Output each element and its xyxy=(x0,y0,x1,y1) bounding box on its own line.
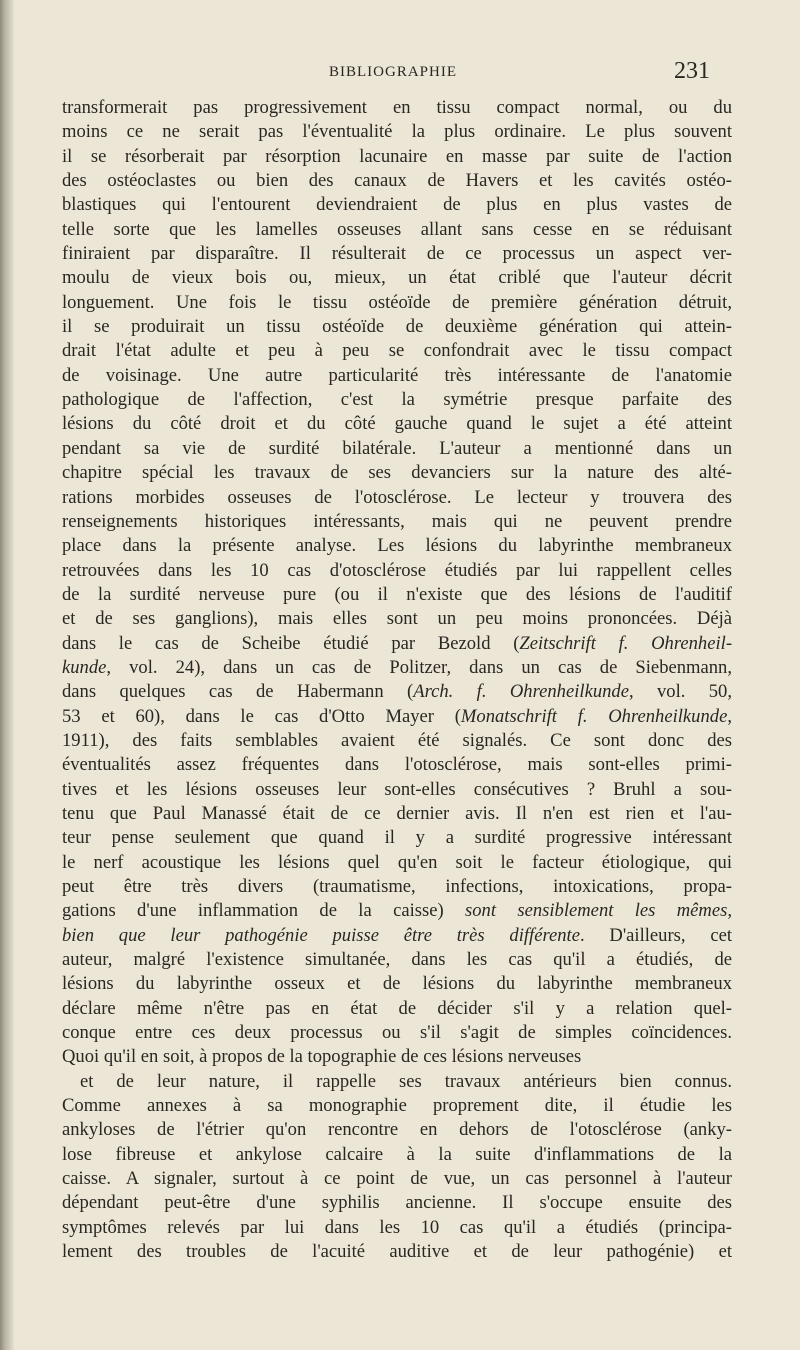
text-line xyxy=(62,412,732,436)
text-segment: , vol. 50, xyxy=(628,681,732,703)
text-segment: et de leur nature, il rappelle ses travaux antérieurs bien connus. xyxy=(80,1070,732,1092)
text-segment: Quoi qu'il en soit, à propos de la topographie de ces lésions nerveuses xyxy=(62,1046,582,1068)
text-segment: rations morbides osseuses de l'otosclérose. Le lecteur y trouvera des xyxy=(62,486,732,508)
text-line xyxy=(62,96,732,120)
text-line xyxy=(62,851,732,875)
text-line xyxy=(62,1118,732,1142)
text-segment: pendant sa vie de surdité bilatérale. L'auteur a mentionné dans un xyxy=(62,437,732,459)
text-segment: il se produirait un tissu ostéoïde de deuxième génération qui attein- xyxy=(62,316,732,338)
text-line xyxy=(62,1021,732,1045)
text-segment: des ostéoclastes ou bien des canaux de Havers et les cavités ostéo- xyxy=(62,170,732,192)
text-segment: dans le cas de Scheibe étudié par Bezold ( xyxy=(62,632,520,654)
text-segment: ankyloses de l'étrier qu'on rencontre en dehors de l'otosclérose (anky- xyxy=(62,1119,732,1141)
text-segment: 1911), des faits semblables avaient été signalés. Ce sont donc des xyxy=(62,729,732,751)
text-line xyxy=(62,656,732,680)
text-line xyxy=(62,607,732,631)
text-segment: auteur, malgré l'existence simultanée, dans les cas qu'il a étudiés, de xyxy=(62,949,732,971)
text-line xyxy=(62,169,732,193)
page-edge-shadow xyxy=(0,0,14,1350)
text-line xyxy=(62,388,732,412)
text-line xyxy=(62,193,732,217)
text-line xyxy=(62,510,732,534)
text-segment: tives et les lésions osseuses leur sont-elles consécutives ? Bruhl a sou- xyxy=(62,778,732,800)
text-line xyxy=(62,875,732,899)
italic-text: bien que leur pathogénie puisse être très différente xyxy=(62,924,580,946)
text-segment: renseignements historiques intéressants, mais qui ne peuvent prendre xyxy=(62,510,732,532)
text-segment: dépendant peut-être d'une syphilis ancienne. Il s'occupe ensuite des xyxy=(62,1192,732,1214)
text-line xyxy=(62,437,732,461)
italic-text: Zeitschrift f. Ohrenheil- xyxy=(519,632,733,654)
text-segment: blastiques qui l'entourent deviendraient de plus en plus vastes de xyxy=(62,194,732,216)
text-segment: retrouvées dans les 10 cas d'otosclérose étudiés par lui rappellent celles xyxy=(62,559,732,581)
text-line xyxy=(62,364,732,388)
text-line xyxy=(62,948,732,972)
text-segment: longuement. Une fois le tissu ostéoïde de première génération détruit, xyxy=(62,291,732,313)
italic-text: kunde xyxy=(62,656,107,678)
text-segment: , xyxy=(727,705,732,727)
text-line xyxy=(62,1094,732,1118)
text-line xyxy=(62,680,732,704)
page-header xyxy=(62,58,710,90)
text-line xyxy=(62,997,732,1021)
text-segment: le nerf acoustique les lésions quel qu'en soit le facteur étiologique, qui xyxy=(62,851,732,873)
text-segment: moulu de vieux bois ou, mieux, un état criblé que l'auteur décrit xyxy=(62,267,732,289)
text-segment: lésions du labyrinthe osseux et de lésions du labyrinthe membraneux xyxy=(62,973,732,995)
running-title: BIBLIOGRAPHIE xyxy=(329,64,457,80)
body-text xyxy=(62,96,732,1265)
text-line xyxy=(62,486,732,510)
text-segment: symptômes relevés par lui dans les 10 cas qu'il a étudiés (principa- xyxy=(62,1216,732,1238)
text-line xyxy=(62,1143,732,1167)
text-line xyxy=(62,266,732,290)
text-segment: lésions du côté droit et du côté gauche quand le sujet a été atteint xyxy=(62,413,732,435)
text-line xyxy=(62,705,732,729)
italic-text: Arch. f. Ohrenheilkunde xyxy=(413,681,629,703)
text-segment: teur pense seulement que quand il y a surdité progressive intéressant xyxy=(62,827,732,849)
text-line xyxy=(62,1070,732,1094)
text-segment: moins ce ne serait pas l'éventualité la plus ordinaire. Le plus souvent xyxy=(62,121,732,143)
text-line xyxy=(62,1167,732,1191)
text-segment: , vol. 24), dans un cas de Politzer, dans un cas de Siebenmann, xyxy=(106,656,732,678)
text-line xyxy=(62,972,732,996)
text-line xyxy=(62,339,732,363)
text-segment: peut être très divers (traumatisme, infections, intoxications, propa- xyxy=(62,876,732,897)
text-segment: 53 et 60), dans le cas d'Otto Mayer ( xyxy=(62,705,461,727)
text-segment: il se résorberait par résorption lacunaire en masse par suite de l'action xyxy=(62,145,732,167)
text-line xyxy=(62,753,732,777)
text-segment: lose fibreuse et ankylose calcaire à la suite d'inflammations de la xyxy=(62,1143,732,1165)
text-line xyxy=(62,826,732,850)
text-segment: caisse. A signaler, surtout à ce point de vue, un cas personnel à l'auteur xyxy=(62,1168,732,1190)
text-line xyxy=(62,218,732,242)
text-segment: conque entre ces deux processus ou s'il s'agit de simples coïncidences. xyxy=(62,1022,732,1044)
text-line xyxy=(62,242,732,266)
text-segment: finiraient par disparaître. Il résulterait de ce processus un aspect ver- xyxy=(62,243,732,265)
italic-text: Monatschrift f. Ohrenheilkunde xyxy=(460,705,728,727)
text-segment: transformerait pas progressivement en tissu compact normal, ou du xyxy=(62,97,732,118)
text-line xyxy=(62,924,732,948)
text-segment: déclare même n'être pas en état de décider s'il y a relation quel- xyxy=(62,997,732,1019)
text-segment: dans quelques cas de Habermann ( xyxy=(62,681,414,703)
text-line xyxy=(62,802,732,826)
text-segment: et de ses ganglions), mais elles sont un peu moins prononcées. Déjà xyxy=(62,608,732,630)
text-segment: Comme annexes à sa monographie proprement dite, il étudie les xyxy=(62,1095,732,1117)
text-line xyxy=(62,1191,732,1215)
text-line xyxy=(62,583,732,607)
text-segment: de la surdité nerveuse pure (ou il n'existe que des lésions de l'auditif xyxy=(62,583,732,605)
text-line xyxy=(62,461,732,485)
text-line xyxy=(62,778,732,802)
text-line xyxy=(62,899,732,923)
page-number: 231 xyxy=(674,58,710,84)
text-line xyxy=(62,559,732,583)
text-line xyxy=(62,120,732,144)
text-segment: telle sorte que les lamelles osseuses allant sans cesse en se réduisant xyxy=(62,218,732,240)
text-segment: chapitre spécial les travaux de ses devanciers sur la nature des alté- xyxy=(62,462,732,484)
text-segment: pathologique de l'affection, c'est la symétrie presque parfaite des xyxy=(62,389,732,411)
text-line xyxy=(62,1240,732,1264)
text-line xyxy=(62,1216,732,1240)
text-segment: place dans la présente analyse. Les lésions du labyrinthe membraneux xyxy=(62,535,732,557)
italic-text: sont sensiblement les mêmes, xyxy=(465,900,732,922)
text-line xyxy=(62,1045,732,1069)
text-segment: tenu que Paul Manassé était de ce dernier avis. Il n'en est rien et l'au- xyxy=(62,802,732,824)
text-segment: drait l'état adulte et peu à peu se confondrait avec le tissu compact xyxy=(62,340,732,362)
text-line xyxy=(62,145,732,169)
text-segment: lement des troubles de l'acuité auditive et de leur pathogénie) et xyxy=(62,1241,732,1263)
text-segment: de voisinage. Une autre particularité très intéressante de l'anatomie xyxy=(62,364,732,386)
text-segment: gations d'une inflammation de la caisse) xyxy=(62,900,466,922)
text-segment: éventualités assez fréquentes dans l'otosclérose, mais sont-elles primi- xyxy=(62,754,732,776)
text-line xyxy=(62,291,732,315)
text-line xyxy=(62,315,732,339)
text-line xyxy=(62,534,732,558)
text-segment: . D'ailleurs, cet xyxy=(579,924,732,946)
text-line xyxy=(62,632,732,656)
text-line xyxy=(62,729,732,753)
